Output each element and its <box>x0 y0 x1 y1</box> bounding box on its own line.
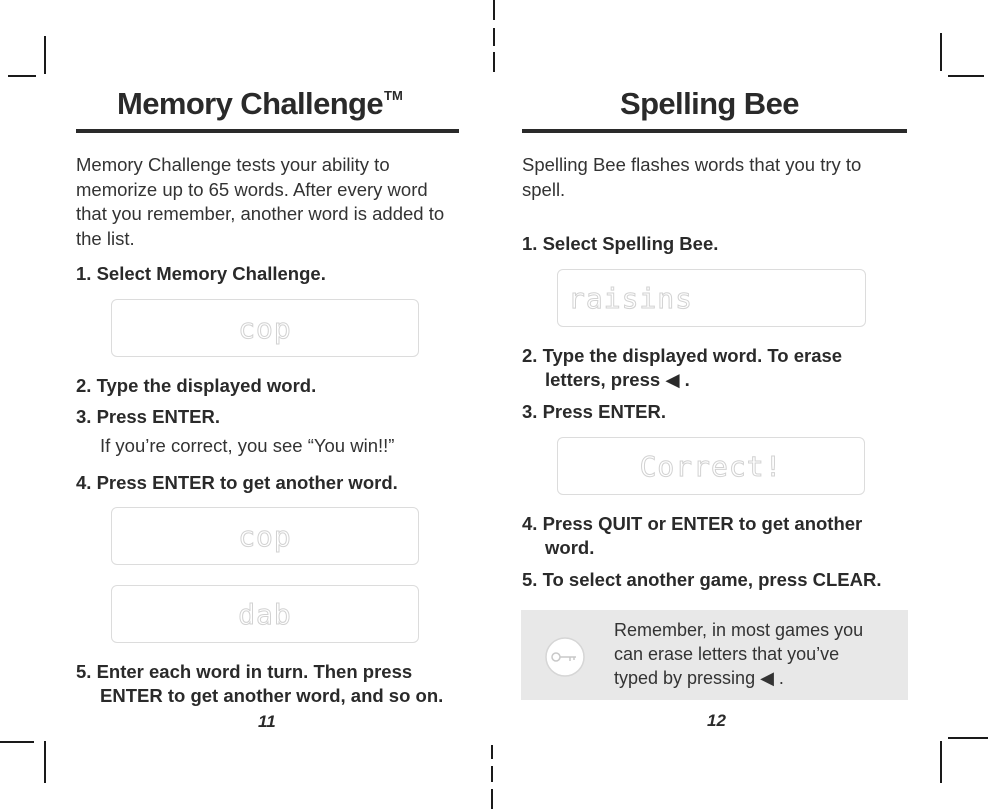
crop-mark <box>948 75 984 77</box>
step-3-note: If you’re correct, you see “You win!!” <box>100 435 395 456</box>
crop-mark <box>940 33 942 71</box>
crop-mark <box>491 789 493 809</box>
page-number: 11 <box>258 712 276 731</box>
crop-mark <box>493 28 495 46</box>
intro-text: Memory Challenge tests your ability to memorize up to 65 words. After every word that you remember, another word is added to the list. <box>76 154 445 249</box>
key-icon <box>544 636 586 678</box>
page-number: 12 <box>707 711 726 730</box>
lcd-text: cop <box>238 519 292 553</box>
crop-mark <box>0 741 34 743</box>
step-3: 3. Press ENTER. <box>76 406 220 427</box>
step-5-line-1: 5. Enter each word in turn. Then press <box>76 661 413 682</box>
intro-text: Spelling Bee flashes words that you try to spell. <box>522 154 862 200</box>
step-5-line-2: ENTER to get another word, and so on. <box>100 685 444 706</box>
step-5: 5. To select another game, press CLEAR. <box>522 569 882 590</box>
crop-mark <box>940 741 942 783</box>
tip-text: Remember, in most games you can erase letters that you’ve typed by pressing ◀ . <box>614 620 864 688</box>
crop-mark <box>44 36 46 74</box>
step-4: 4. Press ENTER to get another word. <box>76 472 398 493</box>
step-2-line-2: letters, press ◀ . <box>545 369 690 390</box>
lcd-display <box>111 299 419 357</box>
step-2: 2. Type the displayed word. <box>76 375 317 396</box>
crop-mark <box>44 741 46 783</box>
crop-mark <box>493 52 495 72</box>
lcd-text: dab <box>238 597 292 631</box>
step-2-line-1: 2. Type the displayed word. To erase <box>522 345 843 366</box>
lcd-text: Correct! <box>639 449 783 483</box>
title-rule <box>76 129 459 133</box>
lcd-display <box>557 269 866 327</box>
title-rule <box>522 129 907 133</box>
page-title: Spelling Bee <box>620 86 799 121</box>
page-title: Memory Challenge™ <box>117 86 403 121</box>
step-3: 3. Press ENTER. <box>522 401 666 422</box>
step-4-line-1: 4. Press QUIT or ENTER to get another <box>522 513 863 534</box>
crop-mark <box>491 745 493 759</box>
lcd-text: raisins <box>568 281 694 315</box>
step-4-line-2: word. <box>545 537 595 558</box>
trademark-mark: TM <box>384 88 403 103</box>
lcd-display <box>111 585 419 643</box>
lcd-display <box>557 437 865 495</box>
crop-mark <box>948 737 988 739</box>
lcd-display <box>111 507 419 565</box>
step-1: 1. Select Spelling Bee. <box>522 233 719 254</box>
crop-mark <box>8 75 36 77</box>
crop-mark <box>493 0 495 20</box>
crop-mark <box>491 766 493 782</box>
step-1: 1. Select Memory Challenge. <box>76 263 326 284</box>
lcd-text: cop <box>238 311 292 345</box>
